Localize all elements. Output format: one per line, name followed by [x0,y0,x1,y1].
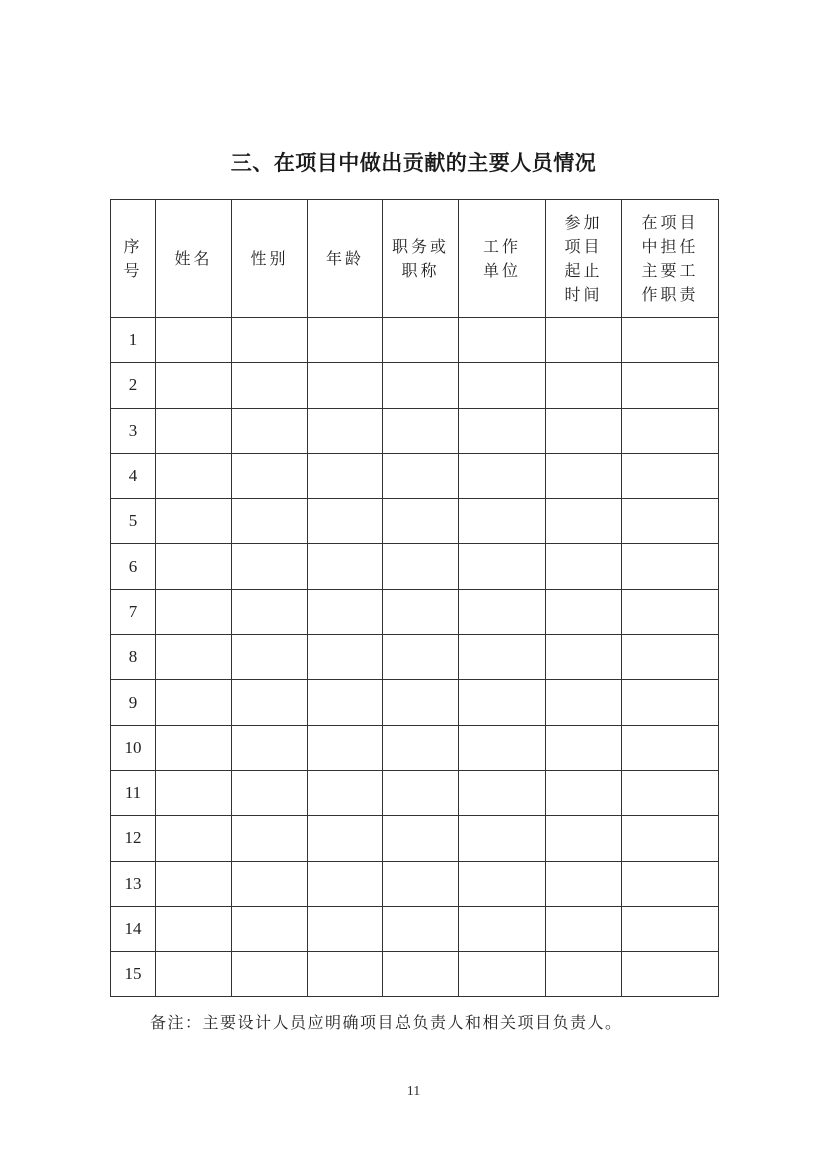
page-title: 三、在项目中做出贡献的主要人员情况 [230,150,597,175]
position-cell[interactable] [383,453,459,498]
duties-cell[interactable] [622,861,719,906]
gender-cell[interactable] [232,725,308,770]
position-cell[interactable] [383,499,459,544]
serial-number-cell: 12 [111,816,156,861]
duties-cell[interactable] [622,589,719,634]
position-cell[interactable] [383,680,459,725]
name-cell[interactable] [156,635,232,680]
serial-number-cell: 6 [111,544,156,589]
period-cell[interactable] [546,318,622,363]
name-cell[interactable] [156,408,232,453]
name-cell[interactable] [156,544,232,589]
position-cell[interactable] [383,408,459,453]
table-row [111,363,719,408]
work-unit-cell[interactable] [459,318,546,363]
duties-cell[interactable] [622,952,719,997]
duties-cell[interactable] [622,635,719,680]
header-name: 姓名 [156,200,232,318]
age-cell[interactable] [308,453,383,498]
position-cell[interactable] [383,906,459,951]
position-cell[interactable] [383,725,459,770]
age-cell[interactable] [308,363,383,408]
name-cell[interactable] [156,318,232,363]
serial-number-cell: 8 [111,635,156,680]
name-cell[interactable] [156,680,232,725]
duties-cell[interactable] [622,680,719,725]
period-cell[interactable] [546,544,622,589]
duties-cell[interactable] [622,453,719,498]
name-cell[interactable] [156,770,232,815]
gender-cell[interactable] [232,952,308,997]
duties-cell[interactable] [622,544,719,589]
work-unit-cell[interactable] [459,861,546,906]
age-cell[interactable] [308,408,383,453]
work-unit-cell[interactable] [459,816,546,861]
period-cell[interactable] [546,770,622,815]
gender-cell[interactable] [232,816,308,861]
gender-cell[interactable] [232,770,308,815]
period-cell[interactable] [546,363,622,408]
name-cell[interactable] [156,906,232,951]
duties-cell[interactable] [622,770,719,815]
position-cell[interactable] [383,363,459,408]
table-row [111,906,719,951]
duties-cell[interactable] [622,816,719,861]
work-unit-cell[interactable] [459,906,546,951]
period-cell[interactable] [546,952,622,997]
header-participation-period: 参加 项目 起止 时间 [546,200,622,318]
gender-cell[interactable] [232,363,308,408]
table-row [111,952,719,997]
table-row [111,725,719,770]
gender-cell[interactable] [232,589,308,634]
age-cell[interactable] [308,725,383,770]
serial-number-cell: 2 [111,363,156,408]
age-cell[interactable] [308,952,383,997]
position-cell[interactable] [383,318,459,363]
table-row [111,408,719,453]
name-cell[interactable] [156,725,232,770]
work-unit-cell[interactable] [459,544,546,589]
table-body [111,318,719,997]
gender-cell[interactable] [232,635,308,680]
serial-number-cell: 11 [111,770,156,815]
position-cell[interactable] [383,861,459,906]
gender-cell[interactable] [232,453,308,498]
serial-number-cell: 13 [111,861,156,906]
age-cell[interactable] [308,499,383,544]
name-cell[interactable] [156,952,232,997]
duties-cell[interactable] [622,363,719,408]
serial-number-cell: 3 [111,408,156,453]
serial-number-cell: 1 [111,318,156,363]
gender-cell[interactable] [232,318,308,363]
work-unit-cell[interactable] [459,408,546,453]
age-cell[interactable] [308,770,383,815]
work-unit-cell[interactable] [459,952,546,997]
duties-cell[interactable] [622,725,719,770]
table-row [111,453,719,498]
gender-cell[interactable] [232,499,308,544]
serial-number-cell: 14 [111,906,156,951]
table-row [111,861,719,906]
period-cell[interactable] [546,906,622,951]
age-cell[interactable] [308,906,383,951]
table-row [111,770,719,815]
serial-number-cell: 9 [111,680,156,725]
position-cell[interactable] [383,544,459,589]
header-row [111,200,719,318]
table-row [111,318,719,363]
page-number: 11 [406,1084,421,1099]
age-cell[interactable] [308,318,383,363]
table-row [111,499,719,544]
gender-cell[interactable] [232,861,308,906]
serial-number-cell: 5 [111,499,156,544]
header-age: 年龄 [308,200,383,318]
position-cell[interactable] [383,952,459,997]
name-cell[interactable] [156,861,232,906]
work-unit-cell[interactable] [459,680,546,725]
position-cell[interactable] [383,589,459,634]
header-gender: 性别 [232,200,308,318]
name-cell[interactable] [156,589,232,634]
work-unit-cell[interactable] [459,725,546,770]
serial-number-cell: 4 [111,453,156,498]
table-row [111,635,719,680]
age-cell[interactable] [308,680,383,725]
staff-table [110,199,719,997]
work-unit-cell[interactable] [459,635,546,680]
duties-cell[interactable] [622,318,719,363]
period-cell[interactable] [546,499,622,544]
period-cell[interactable] [546,680,622,725]
work-unit-cell[interactable] [459,589,546,634]
header-main-duties: 在项目 中担任 主要工 作职责 [622,200,719,318]
name-cell[interactable] [156,816,232,861]
period-cell[interactable] [546,453,622,498]
duties-cell[interactable] [622,499,719,544]
footnote: 备注：主要设计人员应明确项目总负责人和相关项目负责人。 [150,1013,623,1032]
serial-number-cell: 7 [111,589,156,634]
position-cell[interactable] [383,635,459,680]
table-row [111,589,719,634]
gender-cell[interactable] [232,544,308,589]
table-row [111,680,719,725]
serial-number-cell: 15 [111,952,156,997]
position-cell[interactable] [383,770,459,815]
duties-cell[interactable] [622,408,719,453]
gender-cell[interactable] [232,408,308,453]
name-cell[interactable] [156,499,232,544]
table-row [111,816,719,861]
period-cell[interactable] [546,725,622,770]
age-cell[interactable] [308,589,383,634]
age-cell[interactable] [308,635,383,680]
period-cell[interactable] [546,589,622,634]
table-row [111,544,719,589]
period-cell[interactable] [546,408,622,453]
work-unit-cell[interactable] [459,453,546,498]
age-cell[interactable] [308,861,383,906]
name-cell[interactable] [156,363,232,408]
age-cell[interactable] [308,544,383,589]
work-unit-cell[interactable] [459,770,546,815]
name-cell[interactable] [156,453,232,498]
period-cell[interactable] [546,635,622,680]
work-unit-cell[interactable] [459,499,546,544]
duties-cell[interactable] [622,906,719,951]
gender-cell[interactable] [232,906,308,951]
header-position-title: 职务或 职称 [383,200,459,318]
header-serial-number: 序 号 [111,200,156,318]
period-cell[interactable] [546,861,622,906]
gender-cell[interactable] [232,680,308,725]
period-cell[interactable] [546,816,622,861]
serial-number-cell: 10 [111,725,156,770]
header-work-unit: 工作 单位 [459,200,546,318]
work-unit-cell[interactable] [459,363,546,408]
position-cell[interactable] [383,816,459,861]
age-cell[interactable] [308,816,383,861]
